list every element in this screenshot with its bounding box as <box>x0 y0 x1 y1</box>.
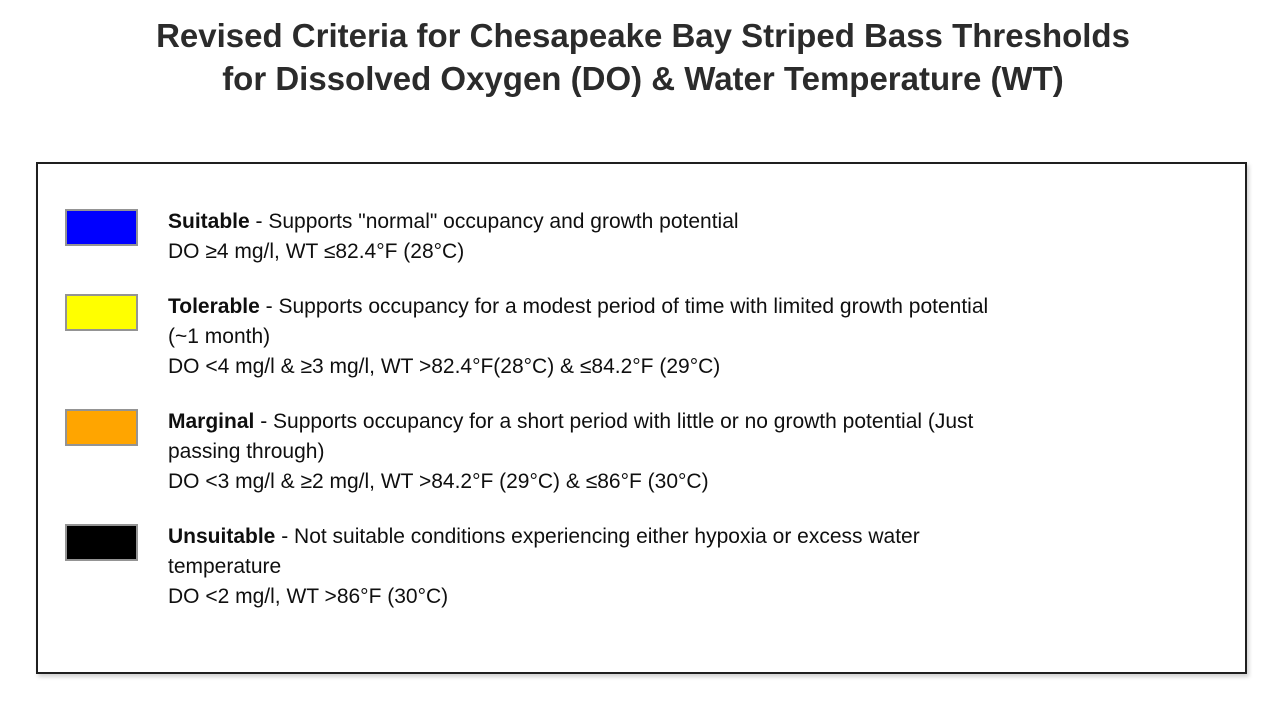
entry-separator: - <box>259 295 279 318</box>
entry-text-suitable <box>168 207 739 267</box>
entry-desc-line: temperature <box>168 555 282 578</box>
entry-criteria: DO <4 mg/l & ≥3 mg/l, WT >82.4°F(28°C) & ≤84.2°F (29°C) <box>168 355 721 378</box>
legend-box <box>36 162 1247 674</box>
entry-desc-line: (~1 month) <box>168 325 271 348</box>
legend-entry-suitable <box>65 207 1245 267</box>
entry-desc: Not suitable conditions experiencing either hypoxia or excess water <box>294 525 920 548</box>
entry-label: Unsuitable <box>168 525 276 548</box>
color-swatch-unsuitable <box>65 524 138 561</box>
title-line-2: for Dissolved Oxygen (DO) & Water Temperature (WT) <box>222 60 1064 97</box>
legend-entry-marginal <box>65 407 1245 497</box>
entry-label: Suitable <box>168 210 250 233</box>
title-line-1: Revised Criteria for Chesapeake Bay Striped Bass Thresholds <box>156 17 1130 54</box>
entry-desc-line <box>168 522 920 552</box>
entry-separator: - <box>254 410 274 433</box>
entry-label: Marginal <box>168 410 255 433</box>
color-swatch-marginal <box>65 409 138 446</box>
color-swatch-suitable <box>65 209 138 246</box>
color-swatch-tolerable <box>65 294 138 331</box>
entry-desc: Supports "normal" occupancy and growth potential <box>268 210 739 233</box>
entry-criteria: DO <3 mg/l & ≥2 mg/l, WT >84.2°F (29°C) & ≤86°F (30°C) <box>168 470 709 493</box>
entry-desc-line <box>168 207 739 237</box>
entry-desc-line <box>168 292 988 322</box>
entry-desc: Supports occupancy for a short period with little or no growth potential (Just <box>273 410 974 433</box>
entry-separator: - <box>249 210 269 233</box>
entry-label: Tolerable <box>168 295 260 318</box>
entry-criteria: DO ≥4 mg/l, WT ≤82.4°F (28°C) <box>168 240 465 263</box>
entry-text-marginal <box>168 407 973 497</box>
entry-desc: Supports occupancy for a modest period of time with limited growth potential <box>278 295 989 318</box>
page-title <box>0 0 1286 100</box>
entry-separator: - <box>275 525 295 548</box>
legend-entry-unsuitable <box>65 522 1245 612</box>
entry-criteria: DO <2 mg/l, WT >86°F (30°C) <box>168 585 449 608</box>
entry-text-tolerable <box>168 292 988 382</box>
legend-entry-tolerable <box>65 292 1245 382</box>
entry-desc-line <box>168 407 973 437</box>
entry-text-unsuitable <box>168 522 920 612</box>
entry-desc-line: passing through) <box>168 440 325 463</box>
